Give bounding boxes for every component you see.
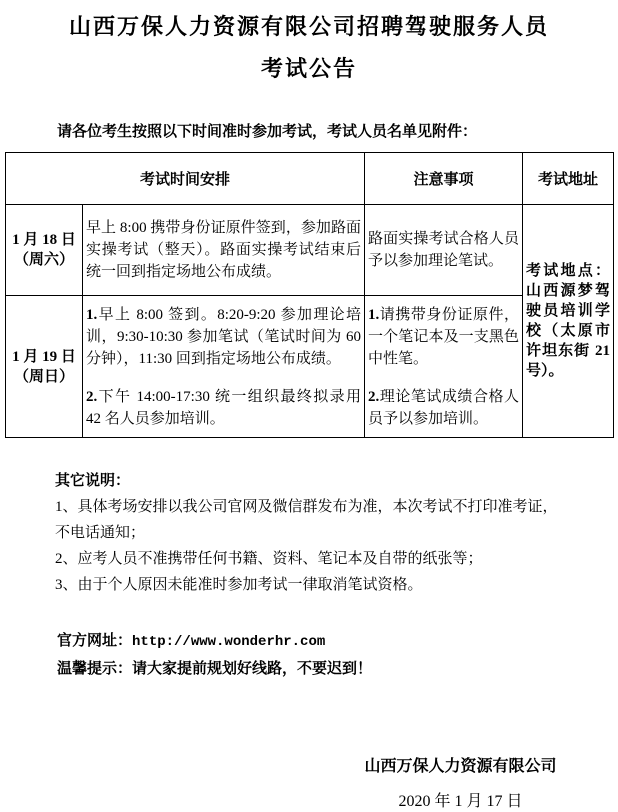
row1-date-line2: （周六） xyxy=(13,252,74,268)
website-label: 官方网址： xyxy=(57,633,133,649)
row1-schedule: 早上 8:00 携带身份证原件签到，参加路面实操考试（整天）。路面实操考试结束后统一回到指定场地公布成绩。 xyxy=(83,205,365,296)
title-line-1: 山西万保人力资源有限公司招聘驾驶服务人员 xyxy=(68,14,549,39)
header-schedule: 考试时间安排 xyxy=(6,153,365,205)
other-notes-section xyxy=(55,468,569,598)
official-website-line xyxy=(57,628,613,656)
exam-schedule-table xyxy=(5,152,614,438)
table-header-row xyxy=(6,153,614,205)
row2-date xyxy=(6,296,83,438)
signature-block xyxy=(348,757,573,812)
row1-date-line1: 1 月 18 日 xyxy=(12,232,76,248)
other-note-3: 3、由于个人原因未能准时参加考试一律取消笔试资格。 xyxy=(55,577,423,593)
other-note-1: 1、具体考场安排以我公司官网及微信群发布为准，本次考试不打印准考证，不电话通知； xyxy=(55,499,558,541)
table-row-saturday xyxy=(6,205,614,296)
announcement-date: 2020 年 1 月 17 日 xyxy=(398,793,523,810)
row2-schedule-item-1 xyxy=(86,304,361,370)
row2-notes-item-2 xyxy=(368,386,519,430)
reminder-tip: 温馨提示：请大家提前规划好线路，不要迟到！ xyxy=(57,661,373,677)
row1-notes: 路面实操考试合格人员予以参加理论笔试。 xyxy=(365,205,523,296)
other-note-2: 2、应考人员不准携带任何书籍、资料、笔记本及自带的纸张等； xyxy=(55,551,483,567)
row2-schedule-item-2 xyxy=(86,386,361,430)
item-number: 1. xyxy=(368,306,380,323)
row2-date-line1: 1 月 19 日 xyxy=(12,348,76,365)
item-number: 1. xyxy=(86,306,98,323)
company-name: 山西万保人力资源有限公司 xyxy=(364,758,557,775)
item-text: 请携带身份证原件，一个笔记本及一支黑色中性笔。 xyxy=(368,306,520,367)
item-text: 理论笔试成绩合格人员予以参加培训。 xyxy=(368,388,520,427)
item-text: 下午 14:00-17:30 统一组织最终拟录用 42 名人员参加培训。 xyxy=(86,388,362,427)
header-address: 考试地址 xyxy=(523,153,614,205)
item-number: 2. xyxy=(368,388,380,405)
item-text: 早上 8:00 签到。8:20-9:20 参加理论培训，9:30-10:30 参加笔试（笔试时间为 60 分钟），11:30 回到指定场地公布成绩。 xyxy=(86,306,362,367)
row2-notes xyxy=(365,296,523,438)
item-number: 2. xyxy=(86,388,98,405)
row2-date-line2: （周日） xyxy=(13,368,74,385)
table-row-sunday xyxy=(6,296,614,438)
row2-schedule xyxy=(83,296,365,438)
exam-location-cell: 考试地点：山西源梦驾驶员培训学校（太原市许坦东街 21 号）。 xyxy=(523,205,614,438)
other-notes-heading: 其它说明： xyxy=(55,473,131,489)
footer-links-section xyxy=(57,628,613,683)
row2-notes-item-1 xyxy=(368,304,519,370)
title-line-2: 考试公告 xyxy=(260,56,357,81)
header-notes: 注意事项 xyxy=(365,153,523,205)
row1-date xyxy=(6,205,83,296)
website-url: http://www.wonderhr.com xyxy=(132,634,326,650)
document-title xyxy=(5,6,613,90)
intro-text: 请各位考生按照以下时间准时参加考试，考试人员名单见附件： xyxy=(57,124,478,140)
